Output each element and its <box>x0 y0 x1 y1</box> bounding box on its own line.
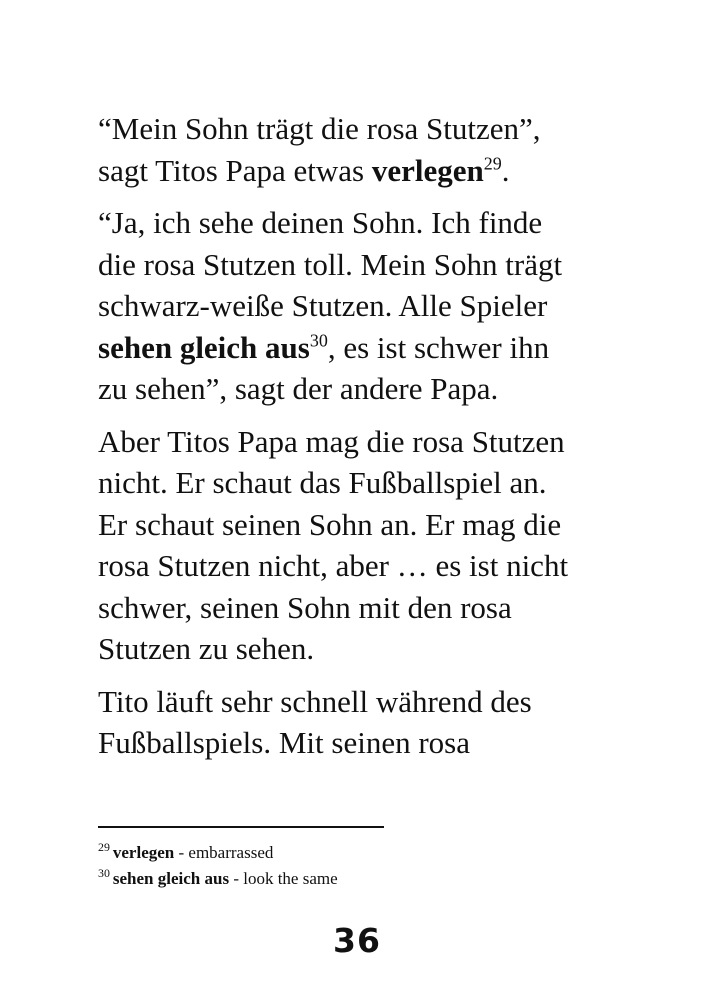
text-line: zu sehen”, sagt der andere Papa. <box>98 371 499 406</box>
paragraph-4 <box>98 681 698 764</box>
text-line: “Mein Sohn trägt die rosa Stutzen”, <box>98 111 541 146</box>
text-span: . <box>501 152 510 188</box>
footnote-30 <box>98 866 338 892</box>
text-span: sagt Titos Papa etwas <box>98 152 372 188</box>
page-number: 36 <box>333 921 381 960</box>
text-line <box>98 150 698 192</box>
text-line: Fußballspiels. Mit seinen rosa <box>98 725 470 760</box>
vocab-term-verlegen: verlegen <box>371 152 484 188</box>
text-line <box>98 327 698 369</box>
footnote-divider <box>98 826 384 828</box>
text-line: “Ja, ich sehe deinen Sohn. Ich finde <box>98 205 543 240</box>
footnote-definition: - embarrassed <box>174 843 274 862</box>
footnote-ref-29: 29 <box>483 153 502 174</box>
footnote-term: verlegen <box>112 843 175 862</box>
text-line: Er schaut seinen Sohn an. Er mag die <box>98 506 562 542</box>
vocab-term-sehen-gleich-aus: sehen gleich aus <box>98 329 310 365</box>
page-body <box>98 108 698 775</box>
footnotes <box>98 840 338 892</box>
text-line: Aber Titos Papa mag die rosa Stutzen <box>98 423 565 459</box>
text-line: rosa Stutzen nicht, aber … es ist nicht <box>98 548 569 583</box>
text-line: die rosa Stutzen toll. Mein Sohn trägt <box>98 246 563 282</box>
footnote-number: 30 <box>98 866 110 881</box>
text-line: nicht. Er schaut das Fußballspiel an. <box>98 465 547 500</box>
footnote-number: 29 <box>98 840 110 855</box>
paragraph-3 <box>98 421 698 670</box>
text-span: , es ist schwer ihn <box>327 329 550 365</box>
footnote-ref-30: 30 <box>309 330 328 351</box>
text-line: Tito läuft sehr schnell während des <box>98 683 532 719</box>
footnote-29 <box>98 840 338 866</box>
text-line: schwarz-weiße Stutzen. Alle Spieler <box>98 288 548 323</box>
paragraph-1 <box>98 108 698 191</box>
footnote-term: sehen gleich aus <box>112 869 230 888</box>
paragraph-2 <box>98 202 698 410</box>
text-line: Stutzen zu sehen. <box>98 631 315 666</box>
text-line: schwer, seinen Sohn mit den rosa <box>98 589 512 625</box>
footnote-definition: - look the same <box>229 869 338 888</box>
